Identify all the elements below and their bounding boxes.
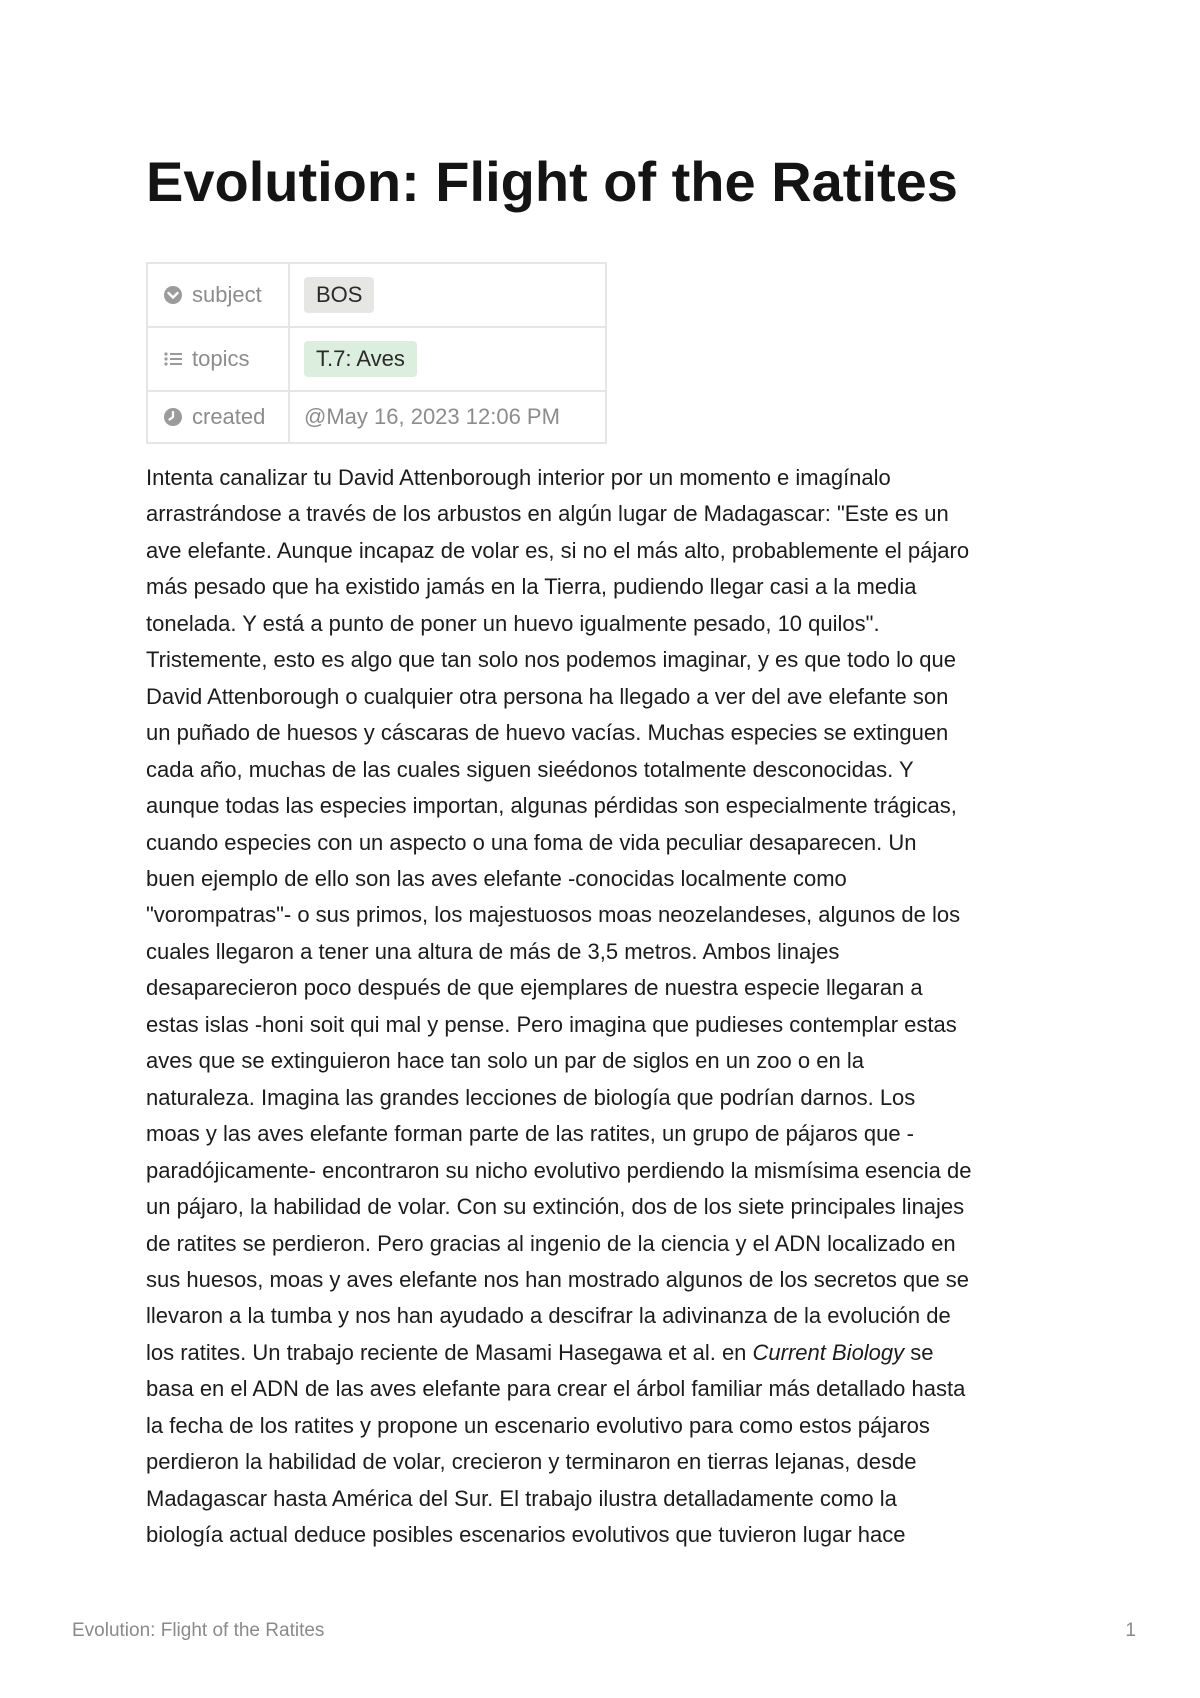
property-name-subject <box>147 263 289 327</box>
paragraph-line: "vorompatras"- o sus primos, los majestuosos moas neozelandeses, algunos de los <box>146 902 961 928</box>
paragraph-line: un puñado de huesos y cáscaras de huevo vacías. Muchas especies se extinguen <box>146 720 949 746</box>
list-icon <box>162 348 184 370</box>
body-paragraph <box>146 460 1066 1554</box>
paragraph-line: sus huesos, moas y aves elefante nos han mostrado algunos de los secretos que se <box>146 1266 970 1292</box>
paragraph-line: biología actual deduce posibles escenarios evolutivos que tuvieron lugar hace <box>146 1522 906 1548</box>
citation-text-before: los ratites. Un trabajo reciente de Masami Hasegawa et al. en <box>146 1339 753 1365</box>
property-value-topics[interactable] <box>289 327 606 391</box>
property-name-topics <box>147 327 289 391</box>
paragraph-line: tonelada. Y está a punto de poner un huevo igualmente pesado, 10 quilos". <box>146 610 880 636</box>
paragraph-line: la fecha de los ratites y propone un escenario evolutivo para como estos pájaros <box>146 1412 930 1438</box>
paragraph-line: un pájaro, la habilidad de volar. Con su extinción, dos de los siete principales linajes <box>146 1194 965 1220</box>
paragraph-line: aunque todas las especies importan, algunas pérdidas son especialmente trágicas, <box>146 793 957 819</box>
property-label-created: created <box>192 404 266 429</box>
paragraph-line: naturaleza. Imagina las grandes lecciones de biología que podrían darnos. Los <box>146 1084 916 1110</box>
paragraph-line: paradójicamente- encontraron su nicho evolutivo perdiendo la mismísima esencia de <box>146 1157 972 1183</box>
property-value-subject[interactable] <box>289 263 606 327</box>
paragraph-line: más pesado que ha existido jamás en la Tierra, pudiendo llegar casi a la media <box>146 574 917 600</box>
page-number: 1 <box>1125 1620 1136 1641</box>
subject-tag[interactable]: BOS <box>304 277 374 313</box>
paragraph-line: Madagascar hasta América del Sur. El trabajo ilustra detalladamente como la <box>146 1485 897 1511</box>
paragraph-line: perdieron la habilidad de volar, crecieron y terminaron en tierras lejanas, desde <box>146 1449 917 1475</box>
journal-name: Current Biology <box>752 1339 905 1365</box>
paragraph-line: cuales llegaron a tener una altura de más de 3,5 metros. Ambos linajes <box>146 938 840 964</box>
paragraph-line: cada año, muchas de las cuales siguen sieédonos totalmente desconocidas. Y <box>146 756 914 782</box>
paragraph-line: basa en el ADN de las aves elefante para crear el árbol familiar más detallado hasta <box>146 1376 966 1402</box>
page-title: Evolution: Flight of the Ratites <box>146 150 958 213</box>
property-row-created <box>147 391 606 443</box>
property-label-topics: topics <box>192 346 250 371</box>
properties-table <box>146 262 607 444</box>
property-row-topics <box>147 327 606 391</box>
property-row-subject <box>147 263 606 327</box>
paragraph-line: estas islas -honi soit qui mal y pense. Pero imagina que pudieses contemplar estas <box>146 1011 957 1037</box>
footer-title: Evolution: Flight of the Ratites <box>72 1620 325 1641</box>
paragraph-line: aves que se extinguieron hace tan solo un par de siglos en un zoo o en la <box>146 1048 864 1074</box>
clock-icon <box>162 406 184 428</box>
paragraph-line: buen ejemplo de ello son las aves elefante -conocidas localmente como <box>146 865 847 891</box>
paragraph-line: llevaron a la tumba y nos han ayudado a descifrar la adivinanza de la evolución de <box>146 1303 951 1329</box>
paragraph-line: arrastrándose a través de los arbustos en algún lugar de Madagascar: "Este es un <box>146 501 949 527</box>
paragraph-line: desaparecieron poco después de que ejemplares de nuestra especie llegaran a <box>146 975 923 1001</box>
property-name-created <box>147 391 289 443</box>
paragraph-line: ave elefante. Aunque incapaz de volar es, si no el más alto, probablemente el pájaro <box>146 537 970 563</box>
paragraph-line: cuando especies con un aspecto o una foma de vida peculiar desaparecen. Un <box>146 829 917 855</box>
created-date: @May 16, 2023 12:06 PM <box>304 404 560 429</box>
chevron-circle-icon <box>162 284 184 306</box>
paragraph-line: de ratites se perdieron. Pero gracias al ingenio de la ciencia y el ADN localizado en <box>146 1230 956 1256</box>
topic-tag[interactable]: T.7: Aves <box>304 341 417 377</box>
paragraph-line: Intenta canalizar tu David Attenborough interior por un momento e imagínalo <box>146 465 891 490</box>
paragraph-line: Tristemente, esto es algo que tan solo nos podemos imaginar, y es que todo lo que <box>146 647 957 673</box>
property-value-created <box>289 391 606 443</box>
paragraph-line-citation <box>146 1335 1066 1371</box>
paragraph-line: moas y las aves elefante forman parte de las ratites, un grupo de pájaros que - <box>146 1121 914 1147</box>
paragraph-line: David Attenborough o cualquier otra persona ha llegado a ver del ave elefante son <box>146 683 949 709</box>
citation-text-after: se <box>904 1339 934 1365</box>
property-label-subject: subject <box>192 282 262 307</box>
